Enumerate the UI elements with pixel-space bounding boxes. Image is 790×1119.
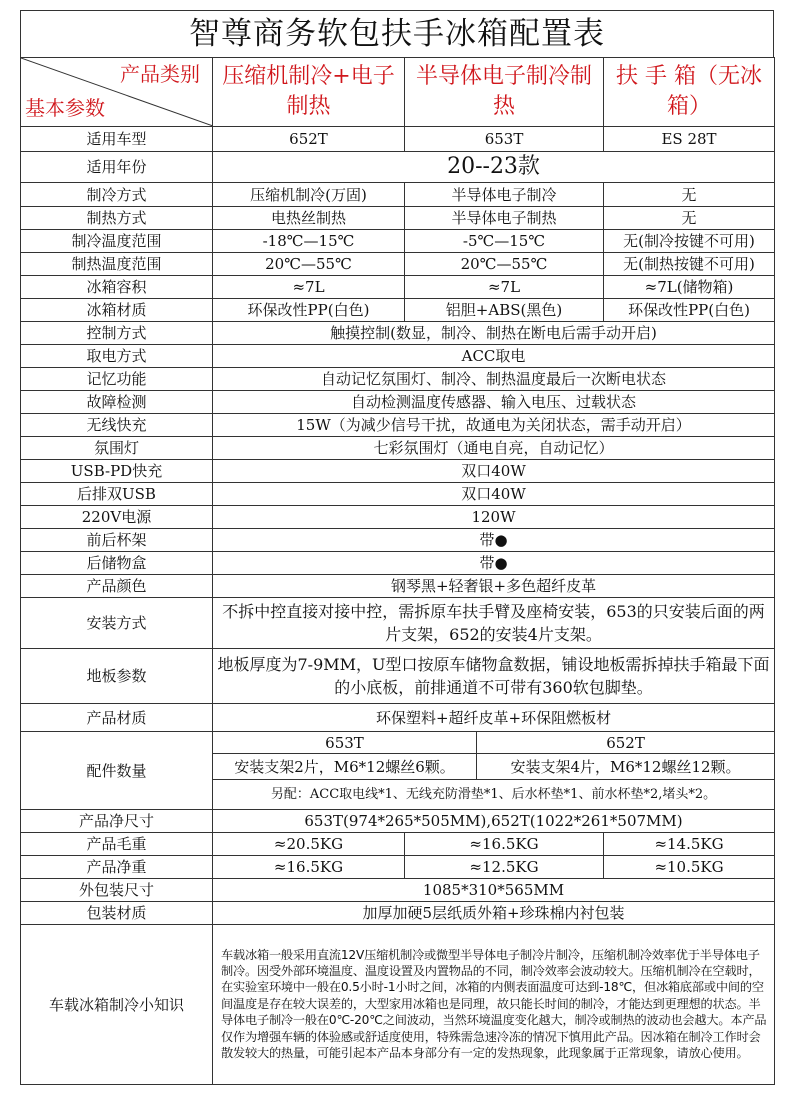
cell-value: 652T [477, 732, 775, 754]
table-row [21, 575, 775, 598]
cell-value: ≈7L(储物箱) [604, 276, 775, 299]
cell-value: 不拆中控直接对接中控，需拆原车扶手臂及座椅安装，653的只安装后面的两片支架，652的安装4片支架。 [213, 598, 775, 649]
table-row [21, 183, 775, 207]
cell-value: 半导体电子制热 [405, 207, 604, 230]
cell-value: -18℃—15℃ [213, 230, 405, 253]
table-row [21, 506, 775, 529]
cell-value: 15W（为减少信号干扰，故通电为关闭状态，需手动开启） [213, 414, 775, 437]
row-label: 记忆功能 [21, 368, 213, 391]
row-label: 车载冰箱制冷小知识 [21, 925, 213, 1085]
table-row [21, 856, 775, 879]
cell-value: 安装支架4片，M6*12螺丝12颗。 [477, 754, 775, 780]
row-label: 制热方式 [21, 207, 213, 230]
table-row [21, 391, 775, 414]
table-row [21, 598, 775, 649]
cell-value: ≈14.5KG [604, 833, 775, 856]
cell-value: 1085*310*565MM [213, 879, 775, 902]
row-label: USB-PD快充 [21, 460, 213, 483]
table-row [21, 902, 775, 925]
row-label: 产品颜色 [21, 575, 213, 598]
row-label: 制冷方式 [21, 183, 213, 207]
cell-value: 环保改性PP(白色) [213, 299, 405, 322]
cell-value: 安装支架2片，M6*12螺丝6颗。 [213, 754, 477, 780]
table-row [21, 552, 775, 575]
cell-value: 电热丝制热 [213, 207, 405, 230]
table-row [21, 879, 775, 902]
table-row [21, 152, 775, 183]
table-row [21, 529, 775, 552]
row-label: 后储物盒 [21, 552, 213, 575]
row-label: 后排双USB [21, 483, 213, 506]
tips-text: 车载冰箱一般采用直流12V压缩机制冷或微型半导体电子制冷片制冷，压缩机制冷效率优于半导体电子制冷。因受外部环境温度、温度设置及内置物品的不同，制冷效率会波动较大。压缩机制冷在空载时，在实验室环境中一般在0.5小时-1小时之间，冰箱的内侧表面温度可达到-18℃，但冰箱底部或中间的空间温度是存在较大误差的，大型家用冰箱也是同理，故只能长时间的制冷，才能达到更理想的状态。半导体电子制冷一般在0℃-20℃之间波动，当然环境温度变化越大，制冷或制热的波动也会越大。本产品仅作为增强车辆的体验感或舒适度使用，特殊需急速冷冻的情况下慎用此产品。因冰箱在制冷工作时会散发较大的热量，可能引起本产品本身部分有一定的发热现象，此现象属于正常现象，请放心使用。 [213, 925, 775, 1085]
table-row [21, 299, 775, 322]
row-label: 产品毛重 [21, 833, 213, 856]
row-label: 配件数量 [21, 732, 213, 810]
cell-value: ≈10.5KG [604, 856, 775, 879]
config-sheet [20, 10, 774, 1085]
row-label: 控制方式 [21, 322, 213, 345]
cell-value: ≈12.5KG [405, 856, 604, 879]
row-label: 故障检测 [21, 391, 213, 414]
table-row [21, 276, 775, 299]
table-row [21, 649, 775, 704]
table-row [21, 127, 775, 152]
header-param-label: 基本参数 [25, 96, 105, 120]
cell-value: 无 [604, 207, 775, 230]
row-label: 制热温度范围 [21, 253, 213, 276]
row-label: 外包装尺寸 [21, 879, 213, 902]
row-label: 取电方式 [21, 345, 213, 368]
cell-value: 钢琴黑+轻奢银+多色超纤皮革 [213, 575, 775, 598]
header-category-label: 产品类别 [120, 62, 200, 86]
table-row [21, 483, 775, 506]
row-label: 冰箱容积 [21, 276, 213, 299]
row-label: 氛围灯 [21, 437, 213, 460]
cell-value: 653T(974*265*505MM),652T(1022*261*507MM) [213, 810, 775, 833]
cell-value: 自动记忆氛围灯、制冷、制热温度最后一次断电状态 [213, 368, 775, 391]
header-row [21, 58, 775, 127]
cell-value: 加厚加硬5层纸质外箱+珍珠棉内衬包装 [213, 902, 775, 925]
cell-value: ≈16.5KG [405, 833, 604, 856]
row-label: 适用车型 [21, 127, 213, 152]
cell-value: 带● [213, 529, 775, 552]
cell-value: 无(制热按键不可用) [604, 253, 775, 276]
table-row [21, 460, 775, 483]
config-table [20, 57, 775, 1085]
header-col-compressor: 压缩机制冷+电子制热 [213, 58, 405, 127]
row-label: 前后杯架 [21, 529, 213, 552]
cell-value: 20℃—55℃ [213, 253, 405, 276]
row-label: 产品净重 [21, 856, 213, 879]
table-row [21, 704, 775, 732]
page-title: 智尊商务软包扶手冰箱配置表 [20, 10, 774, 57]
cell-value: 压缩机制冷(万固) [213, 183, 405, 207]
cell-value: ACC取电 [213, 345, 775, 368]
row-label: 产品净尺寸 [21, 810, 213, 833]
header-col-armrest: 扶 手 箱（无冰箱） [604, 58, 775, 127]
cell-value: 双口40W [213, 483, 775, 506]
table-row [21, 368, 775, 391]
cell-value: ≈7L [213, 276, 405, 299]
row-label: 包装材质 [21, 902, 213, 925]
cell-value: 环保塑料+超纤皮革+环保阻燃板材 [213, 704, 775, 732]
cell-value: 地板厚度为7-9MM，U型口按原车储物盒数据，铺设地板需拆掉扶手箱最下面的小底板，前排通道不可带有360软包脚垫。 [213, 649, 775, 704]
diagonal-header [21, 58, 213, 127]
header-col-semiconductor: 半导体电子制冷制热 [405, 58, 604, 127]
table-row [21, 253, 775, 276]
cell-value: ≈7L [405, 276, 604, 299]
cell-value: 双口40W [213, 460, 775, 483]
cell-value: 环保改性PP(白色) [604, 299, 775, 322]
cell-value: 120W [213, 506, 775, 529]
cell-value: -5℃—15℃ [405, 230, 604, 253]
row-label: 地板参数 [21, 649, 213, 704]
table-row [21, 230, 775, 253]
table-row [21, 345, 775, 368]
cell-value: 七彩氛围灯（通电自亮，自动记忆） [213, 437, 775, 460]
cell-value: 无 [604, 183, 775, 207]
cell-value: 652T [213, 127, 405, 152]
table-row [21, 437, 775, 460]
cell-value: 带● [213, 552, 775, 575]
table-row [21, 414, 775, 437]
table-row [21, 322, 775, 345]
row-label: 冰箱材质 [21, 299, 213, 322]
table-row [21, 732, 775, 754]
row-label: 无线快充 [21, 414, 213, 437]
row-label: 适用年份 [21, 152, 213, 183]
row-label: 制冷温度范围 [21, 230, 213, 253]
cell-value: 无(制冷按键不可用) [604, 230, 775, 253]
cell-value: 触摸控制(数显，制冷、制热在断电后需手动开启) [213, 322, 775, 345]
cell-value: 半导体电子制冷 [405, 183, 604, 207]
table-row [21, 925, 775, 1085]
table-row [21, 810, 775, 833]
cell-value: ES 28T [604, 127, 775, 152]
cell-value: 另配：ACC取电线*1、无线充防滑垫*1、后水杯垫*1、前水杯垫*2,堵头*2。 [213, 780, 775, 810]
row-label: 产品材质 [21, 704, 213, 732]
row-label: 安装方式 [21, 598, 213, 649]
cell-value: 铝胆+ABS(黑色) [405, 299, 604, 322]
cell-value: 20℃—55℃ [405, 253, 604, 276]
table-row [21, 833, 775, 856]
table-row [21, 207, 775, 230]
cell-value: 自动检测温度传感器、输入电压、过载状态 [213, 391, 775, 414]
cell-value: 653T [213, 732, 477, 754]
cell-value: 653T [405, 127, 604, 152]
cell-value: ≈16.5KG [213, 856, 405, 879]
cell-value: 20--23款 [213, 152, 775, 183]
cell-value: ≈20.5KG [213, 833, 405, 856]
row-label: 220V电源 [21, 506, 213, 529]
